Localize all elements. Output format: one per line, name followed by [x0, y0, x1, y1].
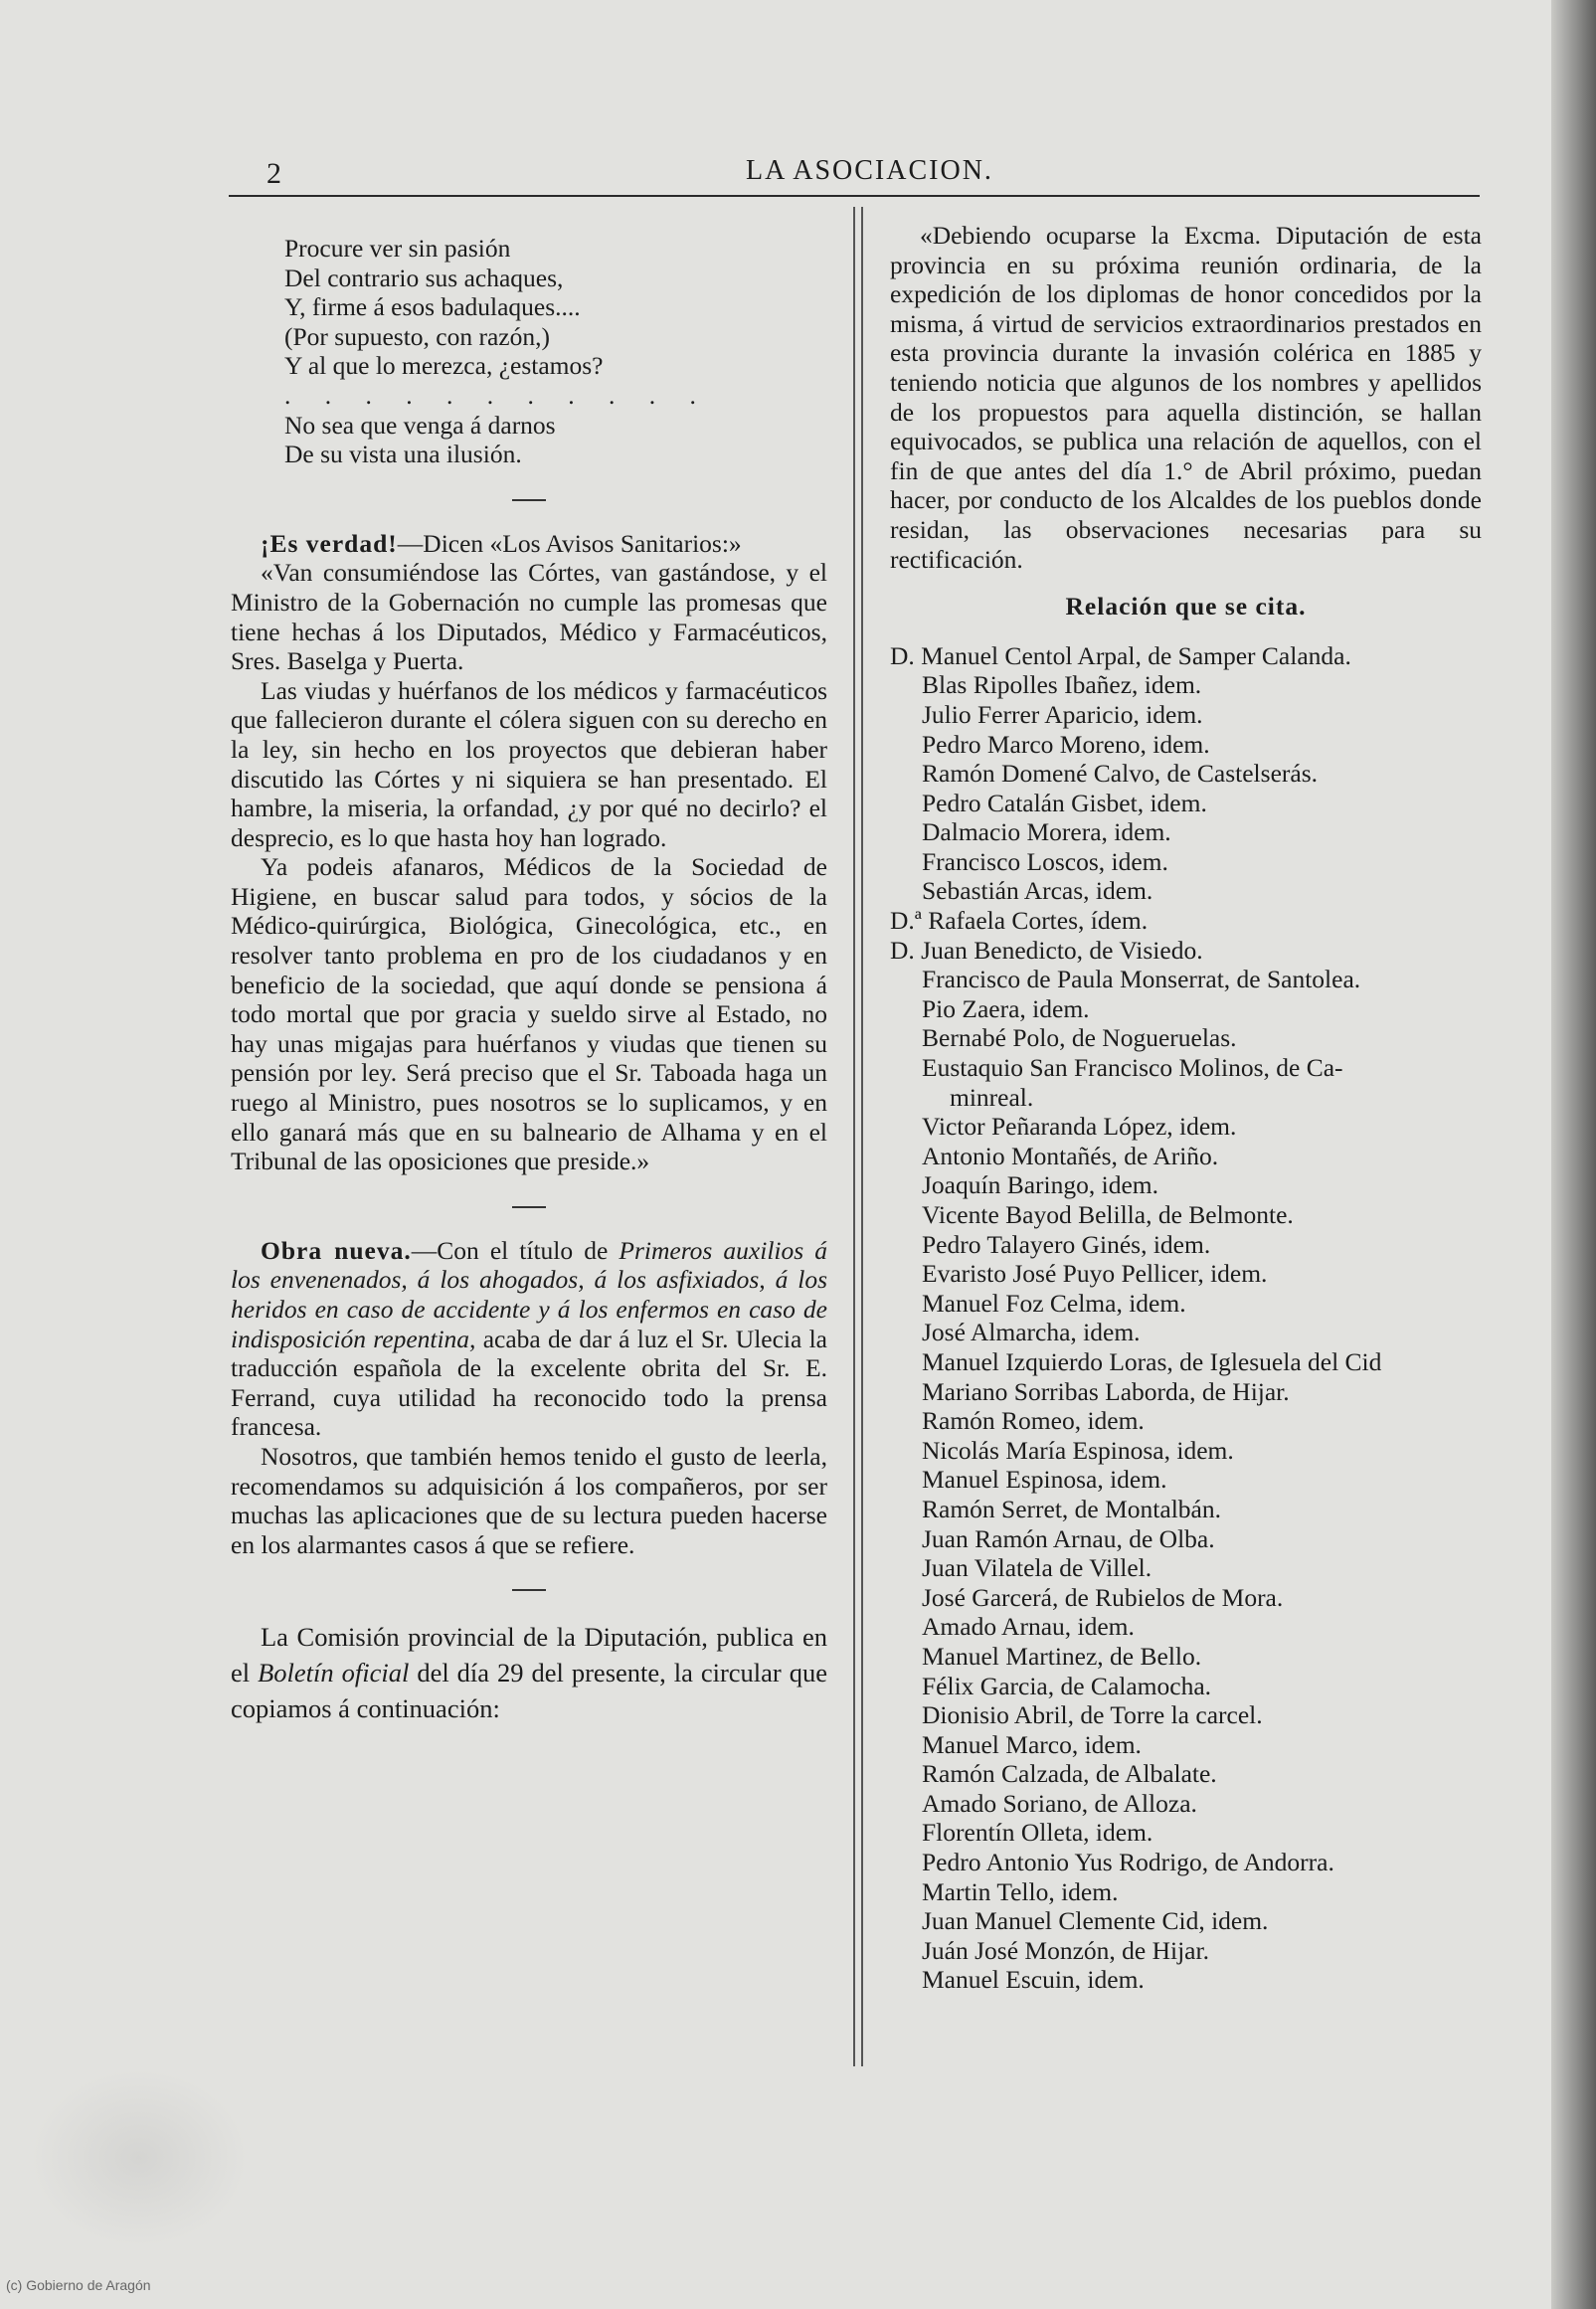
- article-heading: ¡Es verdad!: [261, 528, 398, 558]
- article-paragraph: Ya podeis afanaros, Médicos de la Sociedad de Higiene, en buscar salud para todos, y sócios de la Médico-quirúrgica, Biológica, Ginecológica, etc., en resolver tanto problema en pro de los ciudadanos y en beneficio de la sociedad, que aquí donde se pensiona á todo mortal que por gracia y sueldo sirve al Estado, no hay unas migajas para huérfanos y viudas que tienen su pensión por ley. Será preciso que el Sr. Taboada haga un ruego al Ministro, pues nosotros se lo suplicamos, y en ello ganará más que en su balneario de Alhama y en el Tribunal de las oposiciones que preside.»: [231, 852, 827, 1176]
- list-item: Manuel Escuin, idem.: [922, 1965, 1145, 1995]
- list-item: Dionisio Abril, de Torre la carcel.: [922, 1700, 1263, 1730]
- poem-line: Procure ver sin pasión: [284, 234, 511, 263]
- article-lead-continued: acaba de dar á luz el Sr. Ulecia la traducción española de la excelente obrita del Sr. E. Ferrand, cuya utilidad ha reconocido todo la prensa francesa.: [231, 1324, 827, 1442]
- page-header: [229, 149, 1480, 189]
- circular-text: «Debiendo ocuparse la Excma. Diputación de esta provincia en su próxima reunión ordinaria, de la expedición de los diplomas de honor concedidos por la misma, á virtud de servicios extraordinarios prestados en esta provincia durante la invasión colérica en 1885 y teniendo noticia que algunos de los nombres y apellidos de los propuestos para aquella distinción, se hallan equivocados, se publica una relación de aquellos, con el fin de que antes del día 1.° de Abril próximo, puedan hacer, por conducto de los Alcaldes de los pueblos donde residan, las observaciones necesarias para su rectificación.: [890, 221, 1482, 574]
- list-item: Vicente Bayod Belilla, de Belmonte.: [922, 1200, 1294, 1229]
- list-item: Ramón Domené Calvo, de Castelserás.: [922, 759, 1318, 789]
- list-item: Manuel Izquierdo Loras, de Iglesuela del Cid: [922, 1346, 1382, 1376]
- list-item: Juan Manuel Clemente Cid, idem.: [922, 1906, 1269, 1936]
- article-text-continued: del día 29 del presente, la circular que copiamos á continuación:: [231, 1658, 828, 1724]
- list-item: Amado Arnau, idem.: [922, 1612, 1135, 1642]
- list-item: Manuel Marco, idem.: [922, 1729, 1142, 1759]
- bulletin-title: Boletín oficial: [258, 1658, 410, 1688]
- list-item: Joaquín Baringo, idem.: [922, 1170, 1158, 1200]
- article-paragraph: Las viudas y huérfanos de los médicos y farmacéuticos que fallecieron durante el cólera siguen con su derecho en la ley, sin hecho en los proyectos que debieran haber discutido las Córtes y ni siquiera se han presentado. El hambre, la miseria, la orfandad, ¿y por qué no decirlo? el desprecio, es lo que hasta hoy han logrado.: [231, 675, 827, 852]
- article-text: La Comisión provincial de la Diputación, publica en el: [231, 1622, 827, 1688]
- page-edge-shadow: [1551, 0, 1596, 2309]
- poem-line: Y al que lo merezca, ¿estamos?: [284, 351, 604, 381]
- faded-stamp: [30, 2068, 249, 2247]
- list-item: Amado Soriano, de Alloza.: [922, 1788, 1197, 1818]
- list-item: Martin Tello, idem.: [922, 1876, 1119, 1906]
- list-item: Blas Ripolles Ibañez, idem.: [922, 670, 1202, 700]
- list-item: José Almarcha, idem.: [922, 1318, 1141, 1347]
- poem-line: (Por supuesto, con razón,): [284, 321, 550, 351]
- article-lead: —Dicen «Los Avisos Sanitarios:»: [397, 528, 742, 558]
- list-item: Manuel Espinosa, idem.: [922, 1465, 1167, 1495]
- list-item: D. Manuel Centol Arpal, de Samper Calanda.: [890, 640, 1351, 670]
- section-separator: [512, 1589, 546, 1591]
- poem-line: No sea que venga á darnos: [284, 410, 556, 440]
- left-column: [231, 234, 827, 1726]
- names-list: [890, 641, 1482, 1995]
- list-item: Evaristo José Puyo Pellicer, idem.: [922, 1259, 1268, 1289]
- list-item: D.ª Rafaela Cortes, ídem.: [890, 906, 1149, 936]
- poem: [231, 234, 827, 469]
- list-item: Pio Zaera, idem.: [922, 993, 1090, 1023]
- list-item: Mariano Sorribas Laborda, de Hijar.: [922, 1376, 1290, 1406]
- list-item: Ramón Calzada, de Albalate.: [922, 1759, 1217, 1789]
- right-column: [890, 221, 1482, 1995]
- header-rule: [229, 195, 1480, 197]
- poem-line: Del contrario sus achaques,: [284, 263, 564, 292]
- article-heading: Obra nueva.: [261, 1235, 412, 1265]
- list-item: Nicolás María Espinosa, idem.: [922, 1435, 1234, 1465]
- page-number: 2: [266, 157, 281, 190]
- section-separator: [512, 1206, 546, 1208]
- list-item: Ramón Romeo, idem.: [922, 1406, 1145, 1436]
- article-lead: —Con el título de: [411, 1235, 620, 1265]
- poem-line: De su vista una ilusión.: [284, 440, 522, 469]
- list-item: Juan Ramón Arnau, de Olba.: [922, 1523, 1215, 1553]
- list-item-continuation: minreal.: [950, 1082, 1034, 1112]
- poem-ellipsis: . . . . . . . . . . .: [284, 380, 710, 410]
- list-item: Bernabé Polo, de Nogueruelas.: [922, 1023, 1237, 1053]
- list-item: Pedro Catalán Gisbet, idem.: [922, 788, 1207, 817]
- list-item: Ramón Serret, de Montalbán.: [922, 1494, 1221, 1523]
- section-separator: [512, 499, 546, 501]
- copyright-watermark: (c) Gobierno de Aragón: [6, 2277, 151, 2293]
- list-item: Francisco de Paula Monserrat, de Santolea.: [922, 965, 1361, 994]
- list-item: Francisco Loscos, idem.: [922, 846, 1168, 876]
- poem-line: Y, firme á esos badulaques....: [284, 292, 581, 322]
- list-item: Eustaquio San Francisco Molinos, de Ca-: [922, 1053, 1343, 1083]
- article-obra-nueva: [231, 1236, 827, 1560]
- list-item: Juán José Monzón, de Hijar.: [922, 1935, 1209, 1965]
- list-heading: Relación que se cita.: [1065, 592, 1307, 622]
- list-item: Sebastián Arcas, idem.: [922, 876, 1153, 906]
- article-comision: [231, 1619, 827, 1726]
- list-item: José Garcerá, de Rubielos de Mora.: [922, 1582, 1284, 1612]
- list-item: Juan Vilatela de Villel.: [922, 1553, 1153, 1583]
- list-item: Victor Peñaranda López, idem.: [922, 1112, 1237, 1142]
- list-item: Manuel Foz Celma, idem.: [922, 1288, 1186, 1318]
- article-paragraph: «Van consumiéndose las Córtes, van gastándose, y el Ministro de la Gobernación no cumple las promesas que tiene hechas á los Diputados, Médico y Farmacéuticos, Sres. Baselga y Puerta.: [231, 558, 827, 676]
- list-item: Julio Ferrer Aparicio, idem.: [922, 699, 1203, 729]
- list-item: Dalmacio Morera, idem.: [922, 817, 1171, 847]
- list-item: Félix Garcia, de Calamocha.: [922, 1671, 1212, 1700]
- list-item: Florentín Olleta, idem.: [922, 1818, 1153, 1848]
- book-title: Primeros auxilios á los envenenados, á los ahogados, á los asfixiados, á los heridos en caso de accidente y á los enfermos en caso de indisposición repentina,: [231, 1235, 827, 1353]
- column-divider: [853, 207, 863, 2066]
- list-item: Antonio Montañés, de Ariño.: [922, 1141, 1219, 1170]
- list-item: D. Juan Benedicto, de Visiedo.: [890, 935, 1203, 965]
- list-item: Manuel Martinez, de Bello.: [922, 1641, 1202, 1671]
- list-item: Pedro Marco Moreno, idem.: [922, 729, 1210, 759]
- article-paragraph: Nosotros, que también hemos tenido el gusto de leerla, recomendamos su adquisición á los compañeros, por ser muchas las aplicaciones que de su lectura pueden hacerse en los alarmantes casos á que se refiere.: [231, 1441, 827, 1559]
- list-item: Pedro Talayero Ginés, idem.: [922, 1229, 1211, 1259]
- publication-title: LA ASOCIACION.: [746, 155, 993, 186]
- list-item: Pedro Antonio Yus Rodrigo, de Andorra.: [922, 1848, 1334, 1877]
- article-es-verdad: [231, 529, 827, 1176]
